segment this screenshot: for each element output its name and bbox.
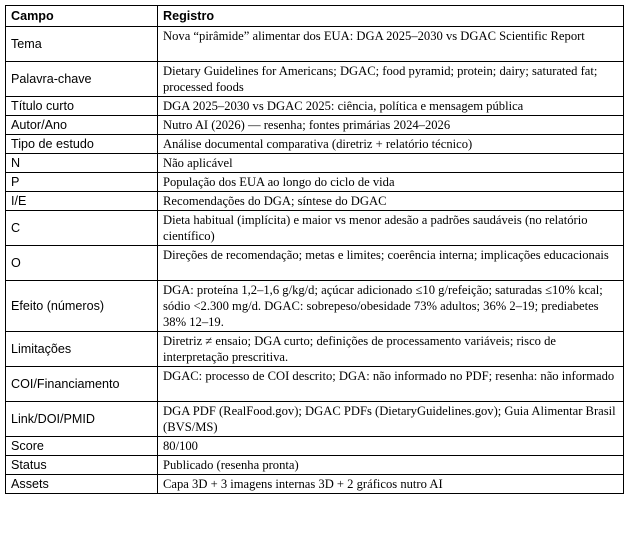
table-row <box>6 97 624 116</box>
table-row <box>6 116 624 135</box>
table-row <box>6 281 624 332</box>
table-row <box>6 475 624 494</box>
table-row <box>6 437 624 456</box>
value-cell: DGA PDF (RealFood.gov); DGAC PDFs (DietaryGuidelines.gov); Guia Alimentar Brasil (BVS/MS) <box>158 402 624 437</box>
value-cell: Recomendações do DGA; síntese do DGAC <box>158 192 624 211</box>
table-row <box>6 246 624 281</box>
value-cell: Publicado (resenha pronta) <box>158 456 624 475</box>
table-header-row <box>6 6 624 27</box>
value-cell: Dieta habitual (implícita) e maior vs menor adesão a padrões saudáveis (no relatório científico) <box>158 211 624 246</box>
table-row <box>6 135 624 154</box>
field-cell: Autor/Ano <box>6 116 158 135</box>
field-cell: I/E <box>6 192 158 211</box>
field-cell: N <box>6 154 158 173</box>
registry-table <box>5 5 624 494</box>
field-cell: Palavra-chave <box>6 62 158 97</box>
field-cell: Status <box>6 456 158 475</box>
table-row <box>6 456 624 475</box>
field-cell: C <box>6 211 158 246</box>
table-row <box>6 192 624 211</box>
header-registro: Registro <box>158 6 624 27</box>
field-cell: Link/DOI/PMID <box>6 402 158 437</box>
field-cell: Assets <box>6 475 158 494</box>
table-row <box>6 27 624 62</box>
header-campo: Campo <box>6 6 158 27</box>
field-cell: Score <box>6 437 158 456</box>
value-cell: População dos EUA ao longo do ciclo de vida <box>158 173 624 192</box>
value-cell: Nutro AI (2026) — resenha; fontes primárias 2024–2026 <box>158 116 624 135</box>
table-row <box>6 332 624 367</box>
value-cell: Análise documental comparativa (diretriz + relatório técnico) <box>158 135 624 154</box>
value-cell: 80/100 <box>158 437 624 456</box>
value-cell: DGA 2025–2030 vs DGAC 2025: ciência, política e mensagem pública <box>158 97 624 116</box>
field-cell: O <box>6 246 158 281</box>
field-cell: P <box>6 173 158 192</box>
field-cell: Tema <box>6 27 158 62</box>
table-row <box>6 173 624 192</box>
value-cell: Diretriz ≠ ensaio; DGA curto; definições de processamento variáveis; risco de interpretação prescritiva. <box>158 332 624 367</box>
table-row <box>6 154 624 173</box>
field-cell: Efeito (números) <box>6 281 158 332</box>
field-cell: Tipo de estudo <box>6 135 158 154</box>
value-cell: Direções de recomendação; metas e limites; coerência interna; implicações educacionais <box>158 246 624 281</box>
table-row <box>6 367 624 402</box>
table-row <box>6 211 624 246</box>
registry-table-container <box>5 5 623 494</box>
value-cell: DGAC: processo de COI descrito; DGA: não informado no PDF; resenha: não informado <box>158 367 624 402</box>
field-cell: Limitações <box>6 332 158 367</box>
value-cell: Capa 3D + 3 imagens internas 3D + 2 gráficos nutro AI <box>158 475 624 494</box>
value-cell: DGA: proteína 1,2–1,6 g/kg/d; açúcar adicionado ≤10 g/refeição; saturadas ≤10% kcal; sódio <2.300 mg/d. DGAC: sobrepeso/obesidade 73% adultos; 36% 2–19; prediabetes 38% 12–19. <box>158 281 624 332</box>
value-cell: Nova “pirâmide” alimentar dos EUA: DGA 2025–2030 vs DGAC Scientific Report <box>158 27 624 62</box>
table-row <box>6 402 624 437</box>
value-cell: Não aplicável <box>158 154 624 173</box>
field-cell: COI/Financiamento <box>6 367 158 402</box>
field-cell: Título curto <box>6 97 158 116</box>
table-row <box>6 62 624 97</box>
value-cell: Dietary Guidelines for Americans; DGAC; food pyramid; protein; dairy; saturated fat; processed foods <box>158 62 624 97</box>
